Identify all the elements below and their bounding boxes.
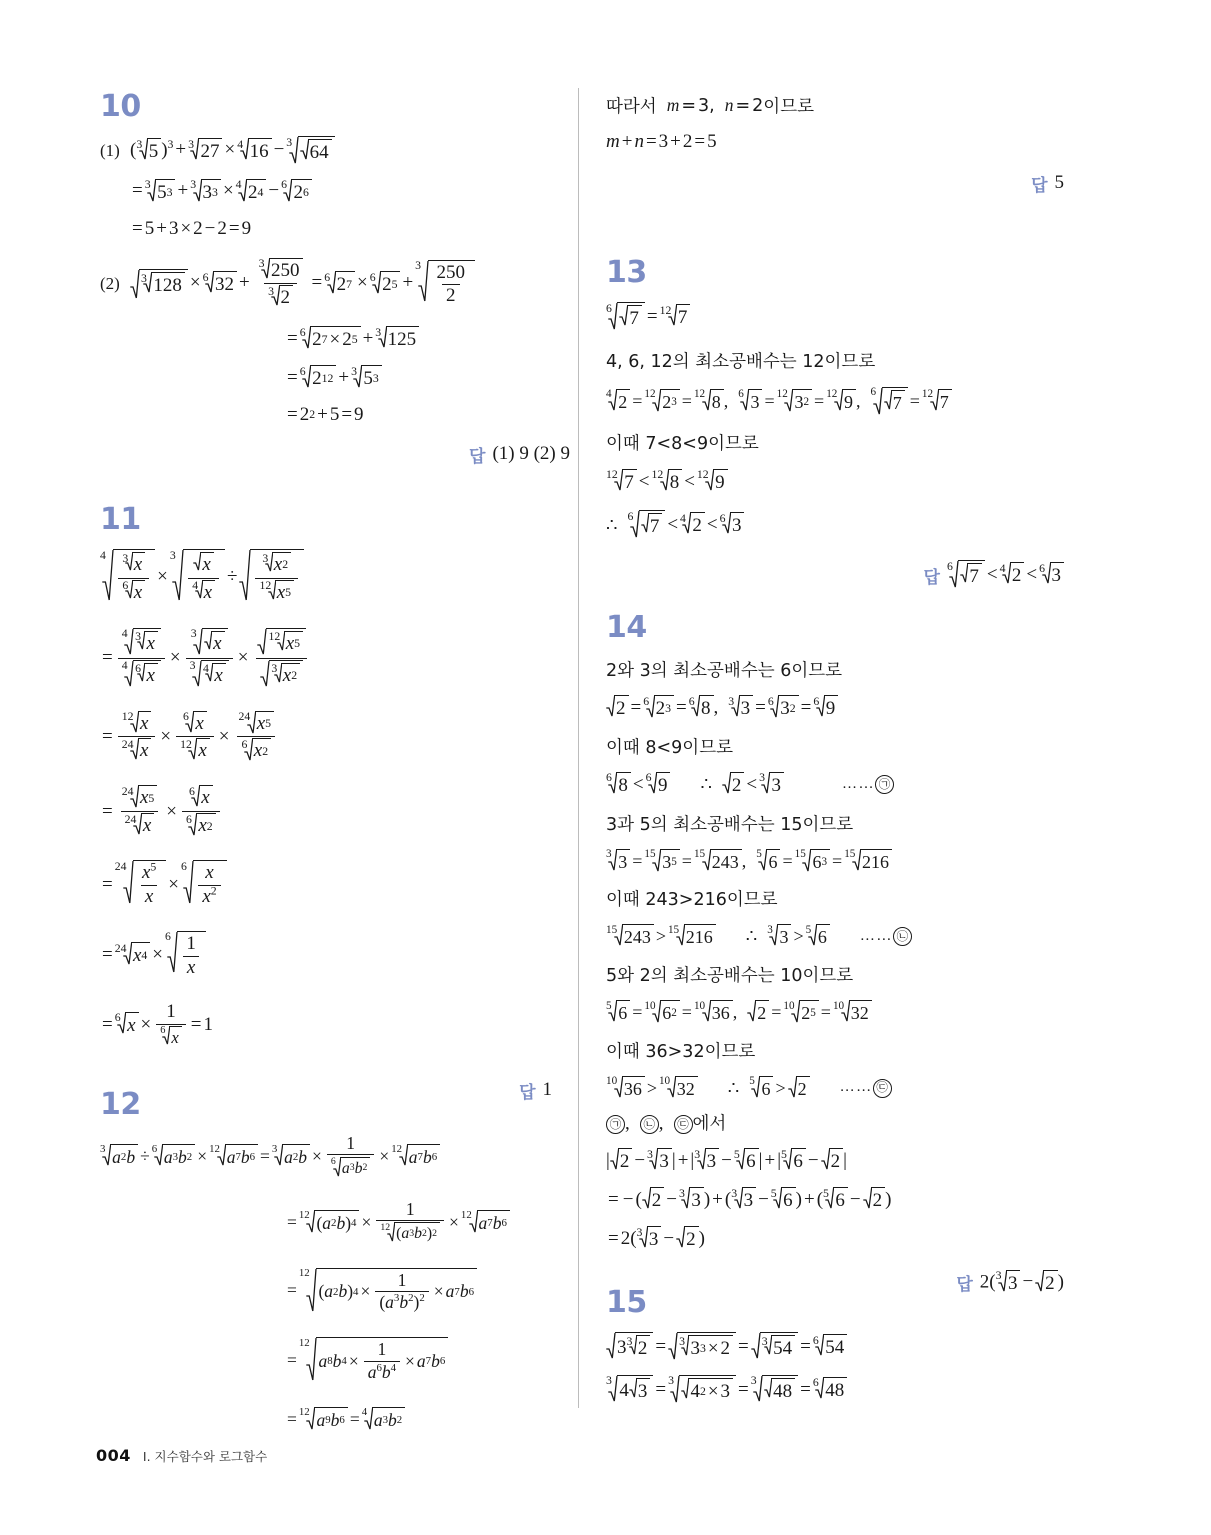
- leader-dots-3: ……: [839, 1079, 873, 1096]
- p14-line7: [606, 886, 1076, 911]
- p11-line1: 4 3 x 6 x × 3 x 4 x ÷ 3 x 2 12 x 5: [100, 549, 570, 606]
- problem-12: [100, 1087, 570, 1444]
- left-column: [100, 0, 570, 1535]
- answer-tag: 답: [956, 1275, 973, 1296]
- page-number: 004: [96, 1446, 131, 1465]
- p10-1-line3: = 5 + 3 × 2 − 2 = 9: [132, 217, 252, 239]
- cont-ko-1: 따라서: [606, 97, 657, 117]
- problem-number-12: 12: [100, 1087, 141, 1122]
- p15-line2: 3 4 3 = 3 4 2 × 3 = 3 48 = 6 48: [606, 1375, 1076, 1405]
- p14-line16: = 2( 3 3 − 2 ): [608, 1225, 705, 1250]
- p13-line2: [606, 348, 1076, 373]
- mark-ref-2: ㉡: [640, 1115, 659, 1134]
- p10-2-line1: (2) 3 128 × 6 32 + 3 250 3 2 = 6 2 7 × 6 2 5 + 3 $\frac{250}{2}$: [100, 258, 570, 311]
- problem-number-15: 15: [606, 1285, 647, 1320]
- p13-line5: 12 7 < 12 8 < 12 9: [606, 469, 1076, 495]
- p14-line6: 3 3 = 15 3 5 = 15 243 , 5 6 = 15 6 3 = 15 216: [606, 849, 1076, 874]
- problem-number-11: 11: [100, 502, 141, 537]
- p12-line4: = 12 a 8 b 4 × $\frac{1}{a^6b^4}$ × a 7 b 6: [285, 1337, 570, 1383]
- p14-line15: = − ( 2 − 3 3 ) + ( 3 3 − 5 6 ) + ( 5 6 − 2 ): [608, 1186, 892, 1212]
- answer-row-13: [606, 560, 1064, 590]
- p14-line9: [606, 962, 1076, 987]
- answer-tag: 답: [1031, 175, 1048, 196]
- p12-line2: = 12 ( a 2 b ) 4 × 1 12 ( a 3 b 2 ) 2 × 12 a 7 b 6: [285, 1200, 570, 1244]
- answer-value-10: (1) 9 (2) 9: [492, 443, 570, 465]
- answer-coef: 2: [979, 1271, 990, 1293]
- p10-1-line2: = 3 5 3 + 3 3 3 × 4 2 4 − 6 2 6: [100, 179, 570, 205]
- p11-line5: = 24 $\frac{x^5}{x}$ × 6 $\frac{x}{x^2}$: [100, 860, 570, 909]
- p11-line7: = 6 x × 1 6 x = 1: [102, 1000, 213, 1047]
- cont-line1: 따라서 m = 3, n = 2 이므로: [606, 95, 815, 117]
- answer-value-13: 6 7 < 4 2 < 6 3: [947, 560, 1064, 590]
- p14-eseo-text: 에서: [692, 1114, 727, 1135]
- problem-10: [100, 89, 570, 467]
- p11-line2: = 4 3 x 4 6 x × 3 x 3 4 x × 12 x 5 3 x 2: [100, 628, 570, 689]
- problem-11: [100, 502, 570, 1103]
- p14-lcm1-text: 2와 3의 최소공배수는 6이므로: [606, 661, 843, 681]
- p14-lcm3-text: 5와 2의 최소공배수는 10이므로: [606, 966, 854, 987]
- cont-ko-2: 이므로: [763, 97, 815, 117]
- p11-line3: = 12 x 24 x × 6 x 12 x × 24 x 5 6 x 2: [100, 711, 570, 764]
- mark-ref-1: ㉠: [606, 1115, 625, 1134]
- p13-line3: 4 2 = 12 2 3 = 12 8 , 6 3 = 12 3 2 = 12 9 , 6 7 = 12 7: [606, 387, 1076, 416]
- page-footer: [96, 1446, 267, 1465]
- problem-number-13: 13: [606, 255, 647, 290]
- mark-2: ㉡: [893, 927, 912, 946]
- p14-line13: ㉠ , ㉡ , ㉢ 에서: [606, 1113, 1076, 1135]
- chapter-title: I. 지수함수와 로그함수: [142, 1449, 268, 1464]
- problem-number-14: 14: [606, 610, 647, 645]
- p14-itae2-text: 이때 243>216이므로: [606, 890, 778, 911]
- p14-line4: 6 8 < 6 9 ∴ 2 < 3 3 …… ㉠: [606, 772, 1076, 798]
- cont-line2: m + n = 3 + 2 = 5: [606, 131, 717, 152]
- p14-line1: [606, 657, 1076, 682]
- mark-ref-3: ㉢: [674, 1115, 693, 1134]
- p12-line3: = 12 ( a 2 b ) 4 × $\frac{1}{(a^3b^2)^2}$ × a 7 b 6: [285, 1268, 570, 1314]
- p14-lcm2-text: 3과 5의 최소공배수는 15이므로: [606, 814, 854, 835]
- column-divider: [578, 88, 579, 1408]
- answer-tag: 답: [923, 567, 940, 588]
- p11-line4: = 24 x 5 24 x × 6 x 6 x 2: [100, 785, 570, 838]
- p14-line11: [606, 1038, 1076, 1063]
- p14-line10: 5 6 = 10 6 2 = 10 36 , 2 = 10 2 5 = 10 32: [606, 1000, 1076, 1025]
- p14-line8: 15 243 > 15 216 ∴ 3 3 > 5 6 …… ㉡: [606, 924, 1076, 949]
- answer-tag: 답: [519, 1082, 536, 1103]
- right-column: [606, 0, 1076, 1535]
- p13-line6: ∴ 6 7 < 4 2 < 6 3: [606, 510, 1076, 540]
- mark-3: ㉢: [873, 1079, 892, 1098]
- mark-1: ㉠: [875, 775, 894, 794]
- p12-line5: = 12 a 9 b 6 = 4 a 3 b 2: [285, 1407, 570, 1431]
- leader-dots-1: ……: [841, 776, 875, 793]
- answer-value-cont: 5: [1054, 172, 1064, 194]
- p10-2-line2: = 6 2 7 × 2 5 + 3 125: [285, 326, 570, 352]
- p13-line4: [606, 430, 1076, 455]
- problem-14: [606, 610, 1076, 1296]
- problem-15: [606, 1285, 1076, 1418]
- answer-row-10: [100, 442, 570, 467]
- leader-dots-2: ……: [859, 928, 893, 945]
- p13-itae-text: 이때 7<8<9이므로: [606, 433, 759, 454]
- p14-line3: [606, 734, 1076, 759]
- p12-line1: 3 a 2 b ÷ 6 a 3 b 2 × 12 a 7 b 6 = 3 a 2 b × 1 6 a 3 b 2 × 12 a 7 b 6: [100, 1134, 570, 1178]
- answer-tag: 답: [469, 446, 486, 467]
- answer-value-14: 2( 3 3 − 2 ): [979, 1269, 1064, 1294]
- p10-1-line1: (1) ( 3 5 )$^3$ + 3 27 × 4 16 − 3 64: [100, 136, 570, 166]
- sublabel-1: (1): [100, 141, 120, 161]
- p11-line6: = 24 x 4 × 6 $\frac{1}{x}$: [100, 931, 570, 980]
- p13-lcm-text: 4, 6, 12의 최소공배수는 12이므로: [606, 351, 876, 372]
- p15-line1: 3 3 2 = 3 3 3 × 2 = 3 54 = 6 54: [606, 1332, 1076, 1362]
- p14-itae3-text: 이때 36>32이므로: [606, 1041, 756, 1062]
- p14-line5: [606, 811, 1076, 836]
- sublabel-2: (2): [100, 274, 120, 294]
- p10-2-line4: = 2 2 + 5 = 9: [287, 404, 364, 425]
- p14-line2: 2 = 6 2 3 = 6 8 , 3 3 = 6 3 2 = 6 9: [606, 695, 1076, 721]
- p14-line12: 10 36 > 10 32 ∴ 5 6 > 2 …… ㉢: [606, 1076, 1076, 1101]
- problem-continuation: [606, 93, 1076, 196]
- answer-row-cont: [606, 171, 1064, 196]
- p10-2-line3: = 6 2 12 + 3 5 3: [285, 365, 570, 391]
- p14-line14: | 2 − 3 3 | + | 3 3 − 5 6 | + | 5 6 − 2 |: [606, 1147, 847, 1173]
- p14-itae1-text: 이때 8<9이므로: [606, 737, 734, 758]
- answer-value-11: 1: [542, 1079, 552, 1101]
- p13-line1: 6 7 = 12 7: [606, 302, 1076, 332]
- problem-number-10: 10: [100, 89, 141, 124]
- problem-13: [606, 255, 1076, 590]
